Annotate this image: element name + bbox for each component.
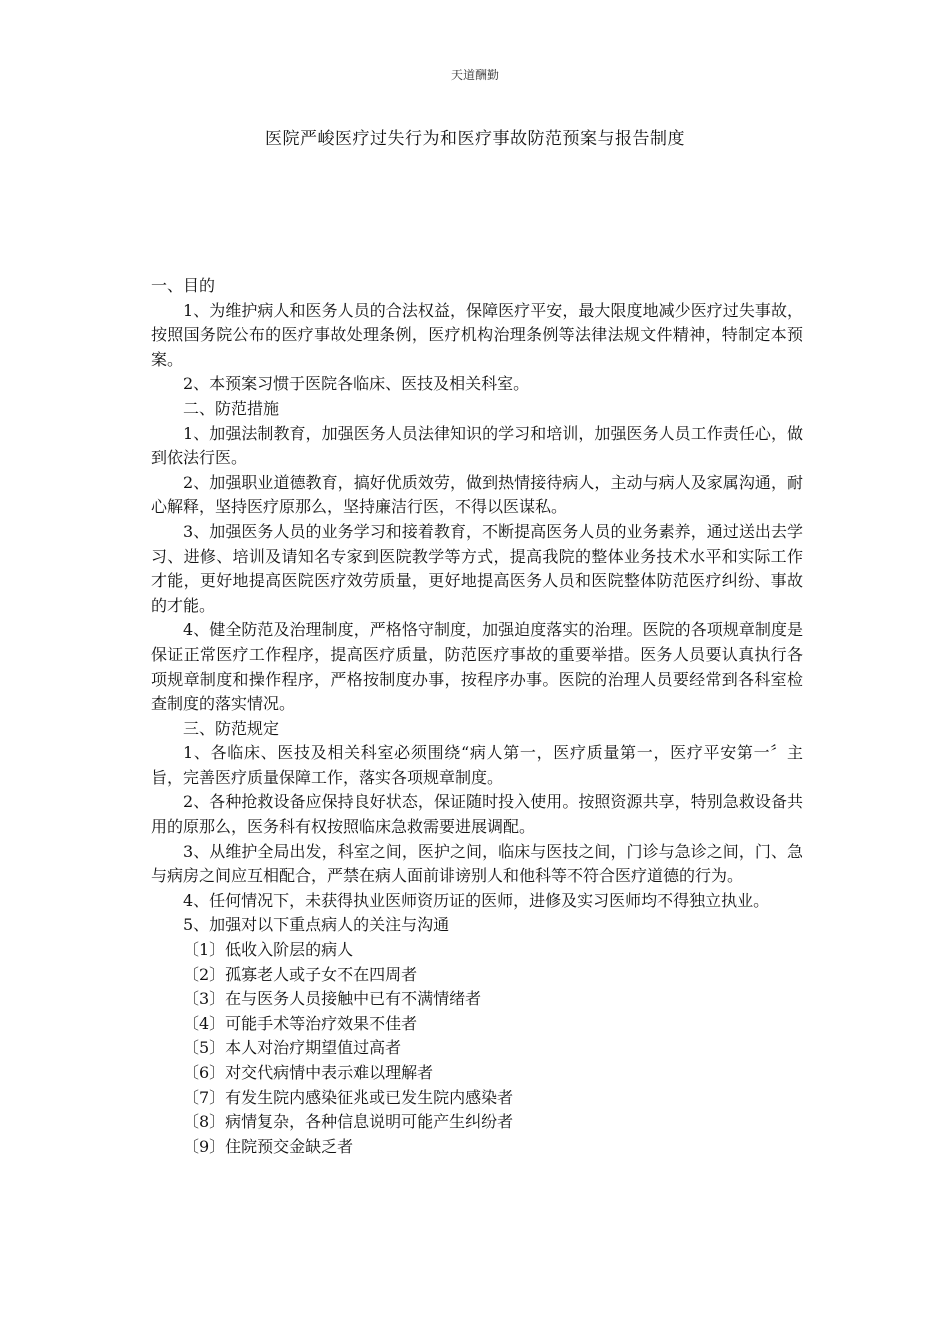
paragraph: 1、为维护病人和医务人员的合法权益，保障医疗平安，最大限度地减少医疗过失事故，按照国务院公布的医疗事故处理条例，医疗机构治理条例等法律法规文件精神，特制定本预案。: [151, 300, 803, 369]
paragraph: 4、任何情况下，未获得执业医师资历证的医师，进修及实习医师均不得独立执业。: [183, 890, 770, 910]
list-item: 〔3〕在与医务人员接触中已有不满情绪者: [183, 989, 482, 1009]
paragraph: 3、从维护全局出发，科室之间，医护之间，临床与医技之间，门诊与急诊之间，门、急与病房之间应互相配合，严禁在病人面前诽谤别人和他科等不符合医疗道德的行为。: [151, 841, 803, 886]
paragraph: 3、加强医务人员的业务学习和接着教育，不断提高医务人员的业务素养，通过送出去学习、进修、培训及请知名专家到医院教学等方式，提高我院的整体业务技术水平和实际工作才能，更好地提高医院医疗效劳质量，更好地提高医务人员和医院整体防范医疗纠纷、事故的才能。: [151, 521, 803, 615]
document-title: 医院严峻医疗过失行为和医疗事故防范预案与报告制度: [265, 129, 685, 149]
list-item: 〔2〕孤寡老人或子女不在四周者: [183, 964, 418, 984]
key-patient-list: [151, 938, 803, 1159]
list-item: 〔6〕对交代病情中表示难以理解者: [183, 1063, 434, 1082]
paragraph: 2、各种抢救设备应保持良好状态，保证随时投入使用。按照资源共享，特别急救设备共用的原那么，医务科有权按照临床急救需要进展调配。: [151, 792, 803, 837]
paragraph: 1、各临床、医技及相关科室必须围绕“病人第一，医疗质量第一，医疗平安第一〞主旨，完善医疗质量保障工作，落实各项规章制度。: [151, 743, 803, 787]
document-body: [151, 274, 803, 1159]
section-heading-rules: 三、防范规定: [183, 718, 280, 738]
list-item: 〔4〕可能手术等治疗效果不佳者: [183, 1013, 418, 1033]
paragraph: 1、加强法制教育，加强医务人员法律知识的学习和培训，加强医务人员工作责任心，做到依法行医。: [151, 423, 803, 468]
section-heading-measures: 二、防范措施: [183, 398, 280, 418]
list-item: 〔5〕本人对治疗期望值过高者: [183, 1038, 402, 1058]
list-item: 〔8〕病情复杂，各种信息说明可能产生纠纷者: [183, 1112, 514, 1132]
section-heading-purpose: 一、目的: [151, 276, 216, 295]
paragraph: 4、健全防范及治理制度，严格恪守制度，加强迫度落实的治理。医院的各项规章制度是保证正常医疗工作程序，提高医疗质量，防范医疗事故的重要举措。医务人员要认真执行各项规章制度和操作程序，严格按制度办事，按程序办事。医院的治理人员要经常到各科室检查制度的落实情况。: [151, 620, 803, 714]
paragraph: 5、加强对以下重点病人的关注与沟通: [183, 915, 450, 935]
page-header: 天道酬勤: [450, 68, 499, 82]
list-item: 〔1〕低收入阶层的病人: [183, 940, 354, 960]
list-item: 〔9〕住院预交金缺乏者: [183, 1136, 354, 1156]
paragraph: 2、加强职业道德教育，搞好优质效劳，做到热情接待病人，主动与病人及家属沟通，耐心解释，坚持医疗原那么，坚持廉洁行医，不得以医谋私。: [151, 472, 803, 517]
list-item: 〔7〕有发生院内感染征兆或已发生院内感染者: [183, 1087, 514, 1107]
paragraph: 2、本预案习惯于医院各临床、医技及相关科室。: [183, 374, 530, 394]
